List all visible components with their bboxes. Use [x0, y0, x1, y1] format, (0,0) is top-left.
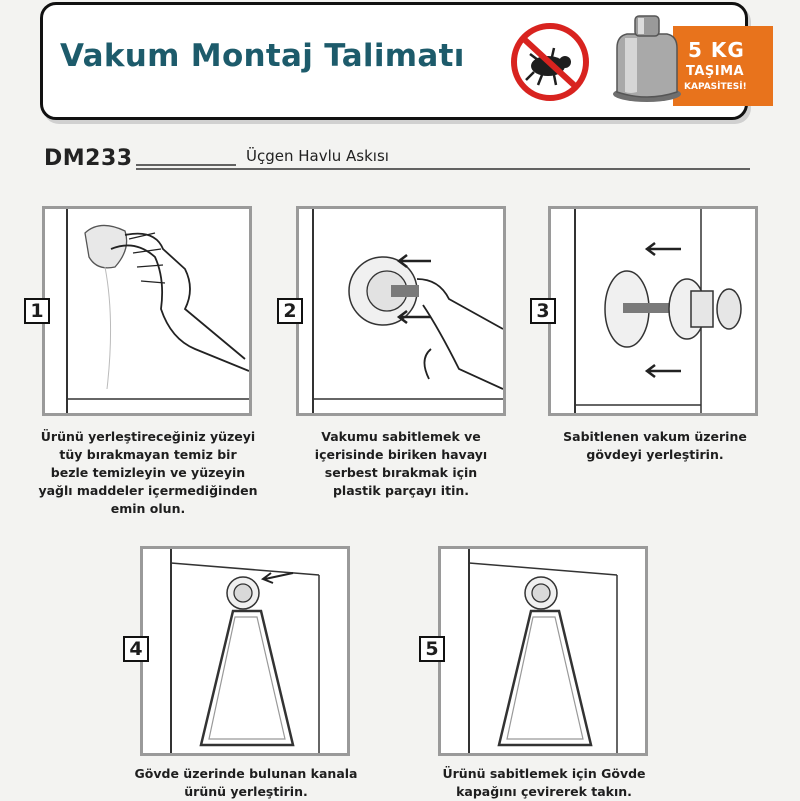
caption-line: emin olun.	[110, 501, 186, 516]
capacity-label: TAŞIMA	[686, 64, 745, 79]
step-1-illustration	[42, 206, 252, 416]
product-name: Üçgen Havlu Askısı	[246, 147, 389, 165]
caption-line: Ürünü yerleştireceğiniz yüzeyi	[40, 429, 256, 444]
caption-line: kapağını çevirerek takın.	[456, 784, 632, 799]
capacity-label-2: KAPASİTESİ!	[684, 82, 747, 92]
capacity-value: 5 KG	[688, 38, 745, 62]
step-2-illustration	[296, 206, 506, 416]
step-3-caption	[540, 428, 770, 464]
caption-line: Vakumu sabitlemek ve	[321, 429, 481, 444]
step-5-caption	[424, 765, 664, 801]
step-4-number: 4	[123, 636, 149, 662]
caption-line: içerisinde biriken havayı	[314, 447, 488, 462]
caption-line: Gövde üzerinde bulunan kanala	[134, 766, 358, 781]
step-4-illustration	[140, 546, 350, 756]
step-5-illustration	[438, 546, 648, 756]
page-title: Vakum Montaj Talimatı	[60, 38, 465, 74]
step-4-caption	[126, 765, 366, 801]
caption-line: Sabitlenen vakum üzerine	[563, 429, 747, 444]
step-1-caption	[30, 428, 266, 518]
caption-line: gövdeyi yerleştirin.	[586, 447, 724, 462]
title-underline	[136, 152, 750, 172]
caption-line: tüy bırakmayan temiz bir	[59, 447, 237, 462]
step-2-caption	[286, 428, 516, 500]
step-2-number: 2	[277, 298, 303, 324]
caption-line: plastik parçayı itin.	[332, 483, 470, 498]
caption-line: bezle temizleyin ve yüzeyin	[50, 465, 246, 480]
caption-line: serbest bırakmak için	[324, 465, 478, 480]
step-5-number: 5	[419, 636, 445, 662]
caption-line: yağlı maddeler içermediğinden	[38, 483, 258, 498]
step-3-number: 3	[530, 298, 556, 324]
step-3-illustration	[548, 206, 758, 416]
step-1-number: 1	[24, 298, 50, 324]
caption-line: ürünü yerleştirin.	[184, 784, 308, 799]
product-code: DM233	[44, 146, 133, 171]
no-insect-icon	[508, 20, 592, 104]
caption-line: Ürünü sabitlemek için Gövde	[442, 766, 646, 781]
